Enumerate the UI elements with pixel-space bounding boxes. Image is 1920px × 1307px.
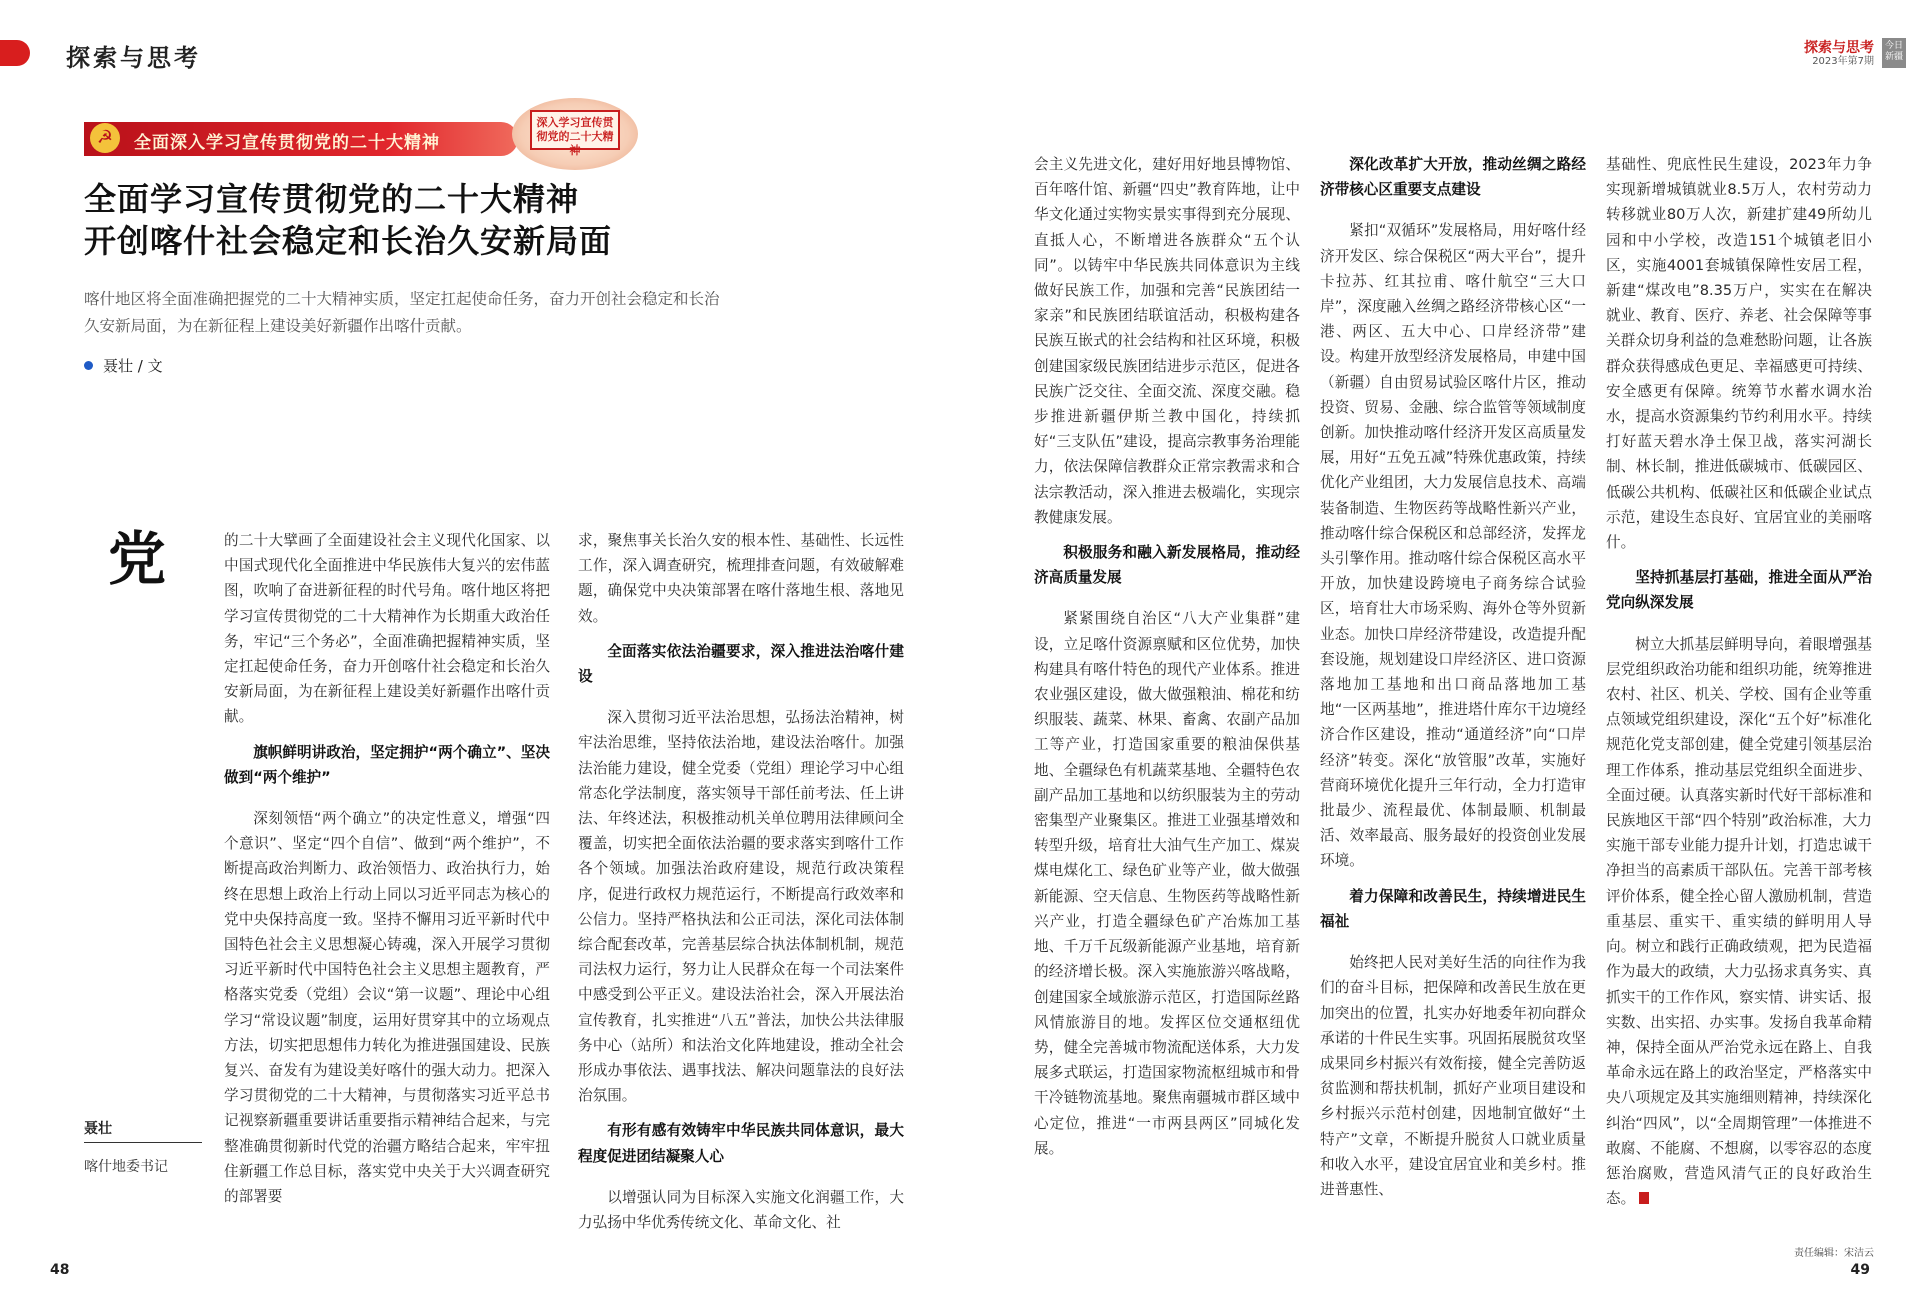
- paragraph: 基础性、兜底性民生建设，2023年力争实现新增城镇就业8.5万人，农村劳动力转移就业80万人次，新建扩建49所幼儿园和中小学校，改造151个城镇老旧小区，实施4001套城镇保障性安居工程，新建“煤改电”8.35万户，实实在在解决就业、教育、医疗、养老、社会保障等事关群众切身利益的急难愁盼问题，让各族群众获得感成色更足、幸福感更可持续、安全感更有保障。统筹节水蓄水调水治水，提高水资源集约节约利用水平。持续打好蓝天碧水净土保卫战，落实河湖长制、林长制，推进低碳城市、低碳园区、低碳公共机构、低碳社区和低碳企业试点示范，建设生态良好、宜居宜业的美丽喀什。: [1606, 156, 1872, 552]
- column-2: [578, 528, 904, 1248]
- paragraph: 深入贯彻习近平法治思想，弘扬法治精神，树牢法治思维，坚持依法治地，建设法治喀什。加强法治能力建设，健全党委（党组）理论学习中心组常态化学法制度，落实领导干部任前考法、任上讲法、年终述法，积极推动机关单位聘用法律顾问全覆盖，切实把全面依法治疆的要求落实到喀什工作各个领域。加强法治政府建设，规范行政决策程序，促进行政权力规范运行，不断提高行政效率和公信力。坚持严格执法和公正司法，深化司法体制综合配套改革，完善基层综合执法体制机制，规范司法权力运行，努力让人民群众在每一个司法案件中感受到公平正义。建设法治社会，深入开展法治宣传教育，扎实推进“八五”普法，加快公共法律服务中心（站所）和法治文化阵地建设，推动全社会形成办事依法、遇事找法、解决问题靠法的良好法治氛围。: [578, 709, 904, 1105]
- paragraph: 会主义先进文化，建好用好地县博物馆、百年喀什馆、新疆“四史”教育阵地，让中华文化通过实物实景实事得到充分展现、直抵人心，不断增进各族群众“五个认同”。以铸牢中华民族共同体意识为主线做好民族工作，加强和完善“民族团结一家亲”和民族团结联谊活动，积极构建各民族互嵌式的社会结构和社区环境，积极创建国家级民族团结进步示范区，促进各民族广泛交往、全面交流、深度交融。稳步推进新疆伊斯兰教中国化，持续抓好“三支队伍”建设，提高宗教事务治理能力，依法保障信教群众正常宗教需求和合法宗教活动，深入推进去极端化，实现宗教健康发展。: [1034, 156, 1300, 526]
- author-divider: [84, 1142, 202, 1143]
- byline-dot-icon: [84, 361, 93, 370]
- column-5: [1606, 152, 1872, 1252]
- section-heading: 坚持抓基层打基础，推进全面从严治党向纵深发展: [1606, 569, 1872, 612]
- page-number-right: 49: [1850, 1262, 1870, 1278]
- byline: [84, 355, 163, 376]
- title-line-2: 开创喀什社会稳定和长治久安新局面: [84, 222, 613, 260]
- editor-credit: 责任编辑：宋洁云: [1794, 1248, 1874, 1259]
- section-heading: 旗帜鲜明讲政治，坚定拥护“两个确立”、坚决做到“两个维护”: [224, 743, 550, 786]
- dropcap: 党: [108, 525, 167, 593]
- paragraph: 求，聚焦事关长治久安的根本性、基础性、长远性工作，深入调查研究，梳理排查问题，有效破解难题，确保党中央决策部署在喀什落地生根、落地见效。: [578, 532, 904, 625]
- banner-text: 全面深入学习宣传贯彻党的二十大精神: [134, 133, 440, 153]
- article-title: [84, 178, 612, 262]
- author-name: 聂壮: [84, 1121, 112, 1137]
- column-4: [1320, 152, 1586, 1252]
- paragraph: 紧紧围绕自治区“八大产业集群”建设，立足喀什资源禀赋和区位优势，加快构建具有喀什特色的现代产业体系。推进农业强区建设，做大做强粮油、棉花和纺织服装、蔬菜、林果、畜禽、农副产品加工等产业，打造国家重要的粮油保供基地、全疆绿色有机蔬菜基地、全疆特色农副产品加工基地和以纺织服装为主的劳动密集型产业聚集区。推进工业强基增效和转型升级，培育壮大油气生产加工、煤炭煤电煤化工、绿色矿业等产业，做大做强新能源、空天信息、生物医药等战略性新兴产业，打造全疆绿色矿产冶炼加工基地、千万千瓦级新能源产业基地，培育新的经济增长极。深入实施旅游兴喀战略，创建国家全域旅游示范区，打造国际丝路风情旅游目的地。发挥区位交通枢纽优势，健全完善城市物流配送体系，大力发展多式联运，打造国家物流枢纽城市和骨干冷链物流基地。聚焦南疆城市群区域中心定位，推进“一市两县两区”同城化发展。: [1034, 610, 1300, 1157]
- section-heading: 有形有感有效铸牢中华民族共同体意识，最大程度促进团结凝聚人心: [578, 1122, 904, 1165]
- magazine-badge: 今日新疆: [1882, 38, 1906, 68]
- section-title: 探索与思考: [66, 43, 201, 72]
- header-brand: [1804, 40, 1874, 68]
- column-3: [1034, 152, 1300, 1252]
- article-lead: 喀什地区将全面准确把握党的二十大精神实质，坚定扛起使命任务，奋力开创社会稳定和长治久安新局面，为在新征程上建设美好新疆作出喀什贡献。: [84, 290, 720, 335]
- party-emblem-icon: ☭: [90, 123, 120, 153]
- section-heading: 着力保障和改善民生，持续增进民生福祉: [1320, 887, 1586, 930]
- paragraph: 始终把人民对美好生活的向往作为我们的奋斗目标，把保障和改善民生放在更加突出的位置，扎实办好地委年初向群众承诺的十件民生实事。巩固拓展脱贫攻坚成果同乡村振兴有效衔接，健全完善防返贫监测和帮扶机制，抓好产业项目建设和乡村振兴示范村创建，因地制宜做好“土特产”文章，不断提升脱贫人口就业质量和收入水平，建设宜居宜业和美乡村。推进普惠性、: [1320, 954, 1586, 1198]
- byline-text: 聂壮 / 文: [103, 357, 163, 375]
- section-heading: 全面落实依法治疆要求，深入推进法治喀什建设: [578, 642, 904, 686]
- seal-text: 深入学习宣传贯彻党的二十大精神: [530, 110, 620, 150]
- header-red-tab: [0, 40, 30, 66]
- brand-name: 探索与思考: [1804, 40, 1874, 56]
- paragraph: 党 的二十大擘画了全面建设社会主义现代化国家、以中国式现代化全面推进中华民族伟大复兴的宏伟蓝图，吹响了奋进新征程的时代号角。喀什地区将把学习宣传贯彻党的二十大精神作为长期重大政治任务，牢记“三个务必”，全面准确把握精神实质，坚定扛起使命任务，奋力开创喀什社会稳定和长治久安新局面，为在新征程上建设美好新疆作出喀什贡献。: [108, 525, 550, 726]
- section-heading: 积极服务和融入新发展格局，推动经济高质量发展: [1034, 544, 1300, 587]
- issue-number: 2023年第7期: [1812, 56, 1874, 67]
- section-heading: 深化改革扩大开放，推动丝绸之路经济带核心区重要支点建设: [1320, 156, 1586, 199]
- paragraph: 以增强认同为目标深入实施文化润疆工作，大力弘扬中华优秀传统文化、革命文化、社: [578, 1188, 904, 1232]
- paragraph: 紧扣“双循环”发展格局，用好喀什经济开发区、综合保税区“两大平台”，提升卡拉苏、红其拉甫、喀什航空“三大口岸”，深度融入丝绸之路经济带核心区“一港、两区、五大中心、口岸经济带”建设。构建开放型经济发展格局，申建中国（新疆）自由贸易试验区喀什片区，推动投资、贸易、金融、综合监管等领域制度创新。加快推动喀什经济开发区高质量发展，用好“五免五减”特殊优惠政策，持续优化产业组团，大力发展信息技术、高端装备制造、生物医药等战略性新兴产业，推动喀什综合保税区和总部经济，发挥龙头引擎作用。推动喀什综合保税区高水平开放，加快建设跨境电子商务综合试验区，培育壮大市场采购、海外仓等外贸新业态。加快口岸经济带建设，改造提升配套设施，规划建设口岸经济区、进口资源落地加工基地和出口商品落地加工基地“一区两基地”，推进塔什库尔干边境经济合作区建设，推动“通道经济”向“口岸经济”转变。深化“放管服”改革，实施好营商环境优化提升三年行动，全力打造审批最少、流程最优、体制最顺、机制最活、效率最高、服务最好的投资创业发展环境。: [1320, 222, 1586, 870]
- paragraph: 深刻领悟“两个确立”的决定性意义，增强“四个意识”、坚定“四个自信”、做到“两个维护”，不断提高政治判断力、政治领悟力、政治执行力，始终在思想上政治上行动上同以习近平同志为核心的党中央保持高度一致。坚持不懈用习近平新时代中国特色社会主义思想凝心铸魂，深入开展学习贯彻习近平新时代中国特色社会主义思想主题教育，严格落实党委（党组）会议“第一议题”、理论中心组学习“常设议题”制度，运用好贯穿其中的立场观点方法，切实把思想伟力转化为推进强国建设、民族复兴、奋发有为建设美好喀什的强大动力。把深入学习贯彻党的二十大精神，与贯彻落实习近平总书记视察新疆重要讲话重要指示精神结合起来，与完整准确贯彻新时代党的治疆方略结合起来，牢牢扭住新疆工作总目标，落实党中央关于大兴调查研究的部署要: [224, 810, 550, 1206]
- page-number-left: 48: [50, 1262, 70, 1278]
- paragraph: 树立大抓基层鲜明导向，着眼增强基层党组织政治功能和组织功能，统筹推进农村、社区、机关、学校、国有企业等重点领域党组织建设，深化“五个好”标准化规范化党支部创建，健全党建引领基层治理工作体系，推动基层党组织全面进步、全面过硬。认真落实新时代好干部标准和民族地区干部“四个特别”政治标准，大力实施干部专业能力提升计划，打造忠诚干净担当的高素质干部队伍。完善干部考核评价体系，健全拴心留人激励机制，营造重基层、重实干、重实绩的鲜明用人导向。树立和践行正确政绩观，把为民造福作为最大的政绩，大力弘扬求真务实、真抓实干的工作作风，察实情、讲实话、报实数、出实招、办实事。发扬自我革命精神，保持全面从严治党永远在路上、自我革命永远在路上的政治坚定，严格落实中央八项规定及其实施细则精神，持续深化纠治“四风”，以“全周期管理”一体推进不敢腐、不能腐、不想腐，以零容忍的态度惩治腐败，营造风清气正的良好政治生态。: [1606, 635, 1872, 1208]
- end-mark-icon: [1639, 1192, 1649, 1204]
- title-line-1: 全面学习宣传贯彻党的二十大精神: [84, 180, 580, 218]
- author-role: 喀什地委书记: [84, 1159, 168, 1175]
